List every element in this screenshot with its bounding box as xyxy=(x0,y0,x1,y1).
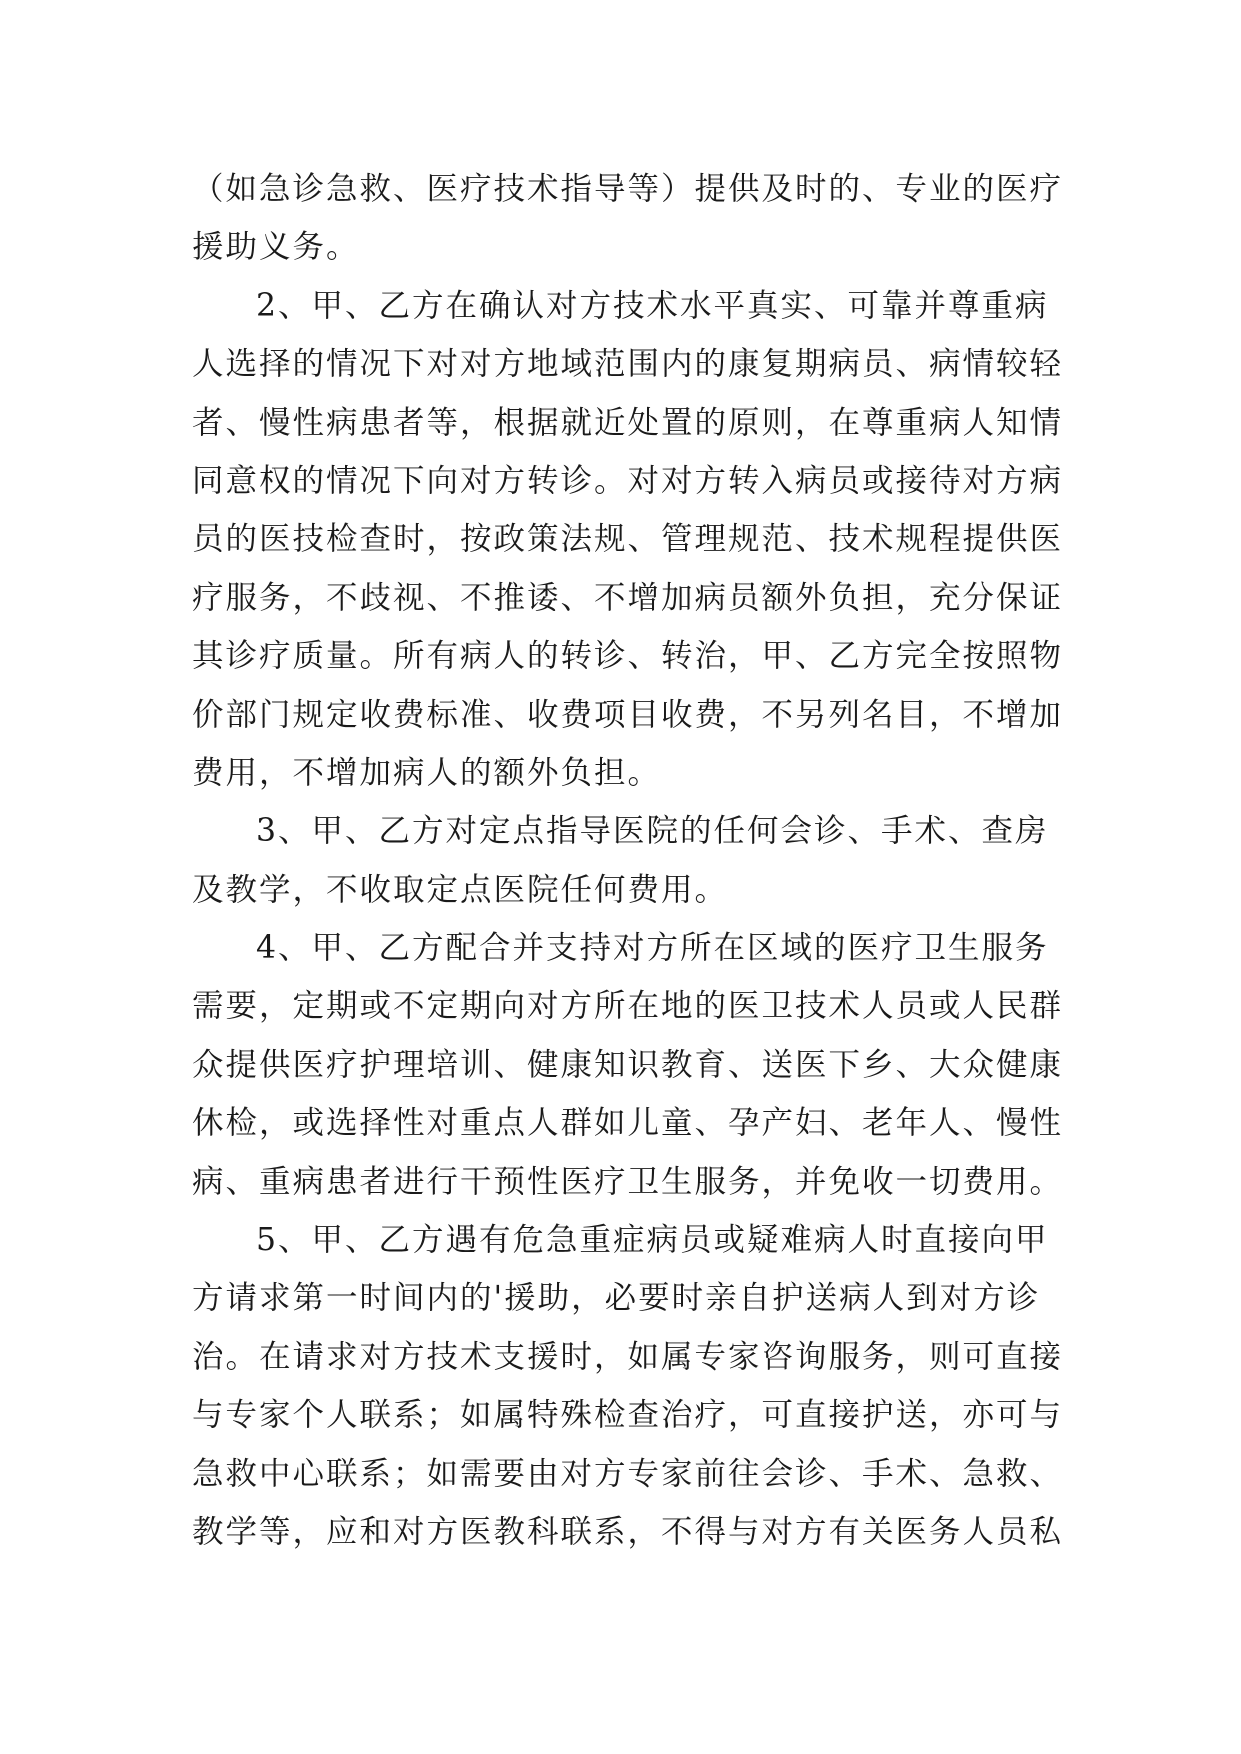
text-line: 众提供医疗护理培训、健康知识教育、送医下乡、大众健康 xyxy=(192,1046,1064,1083)
text-line: 3、甲、乙方对定点指导医院的任何会诊、手术、查房 xyxy=(256,813,1049,850)
text-line: 休检，或选择性对重点人群如儿童、孕产妇、老年人、慢性 xyxy=(192,1105,1064,1142)
text-line: 5、甲、乙方遇有危急重症病员或疑难病人时直接向甲 xyxy=(256,1222,1049,1259)
text-line: 需要，定期或不定期向对方所在地的医卫技术人员或人民群 xyxy=(192,988,1064,1025)
text-line: 及教学，不收取定点医院任何费用。 xyxy=(192,871,729,908)
text-line: 急救中心联系；如需要由对方专家前往会诊、手术、急救、 xyxy=(192,1455,1064,1492)
text-line: 与专家个人联系；如属特殊检查治疗，可直接护送，亦可与 xyxy=(192,1397,1064,1434)
text-line: 病、重病患者进行干预性医疗卫生服务，并免收一切费用。 xyxy=(192,1163,1064,1200)
text-line: 4、甲、乙方配合并支持对方所在区域的医疗卫生服务 xyxy=(256,930,1049,967)
document-body xyxy=(192,160,1072,1561)
text-line: 方请求第一时间内的'援助，必要时亲自护送病人到对方诊 xyxy=(192,1280,1041,1317)
text-line: 其诊疗质量。所有病人的转诊、转治，甲、乙方完全按照物 xyxy=(192,638,1064,675)
text-line: 同意权的情况下向对方转诊。对对方转入病员或接待对方病 xyxy=(192,462,1064,499)
text-line: （如急诊急救、医疗技术指导等）提供及时的、专业的医疗 xyxy=(192,171,1064,207)
text-line: 员的医技检查时，按政策法规、管理规范、技术规程提供医 xyxy=(192,521,1064,558)
text-line: 疗服务，不歧视、不推诿、不增加病员额外负担，充分保证 xyxy=(192,579,1064,616)
text-line: 价部门规定收费标准、收费项目收费，不另列名目，不增加 xyxy=(192,696,1064,733)
text-line: 治。在请求对方技术支援时，如属专家咨询服务，则可直接 xyxy=(192,1338,1064,1375)
text-line: 者、慢性病患者等，根据就近处置的原则，在尊重病人知情 xyxy=(192,404,1064,441)
text-line: 2、甲、乙方在确认对方技术水平真实、可靠并尊重病 xyxy=(256,287,1049,324)
text-line: 教学等，应和对方医教科联系，不得与对方有关医务人员私 xyxy=(192,1513,1064,1550)
text-line: 人选择的情况下对对方地域范围内的康复期病员、病情较轻 xyxy=(192,346,1064,383)
text-line: 费用，不增加病人的额外负担。 xyxy=(192,754,662,791)
text-line: 援助义务。 xyxy=(192,229,360,266)
